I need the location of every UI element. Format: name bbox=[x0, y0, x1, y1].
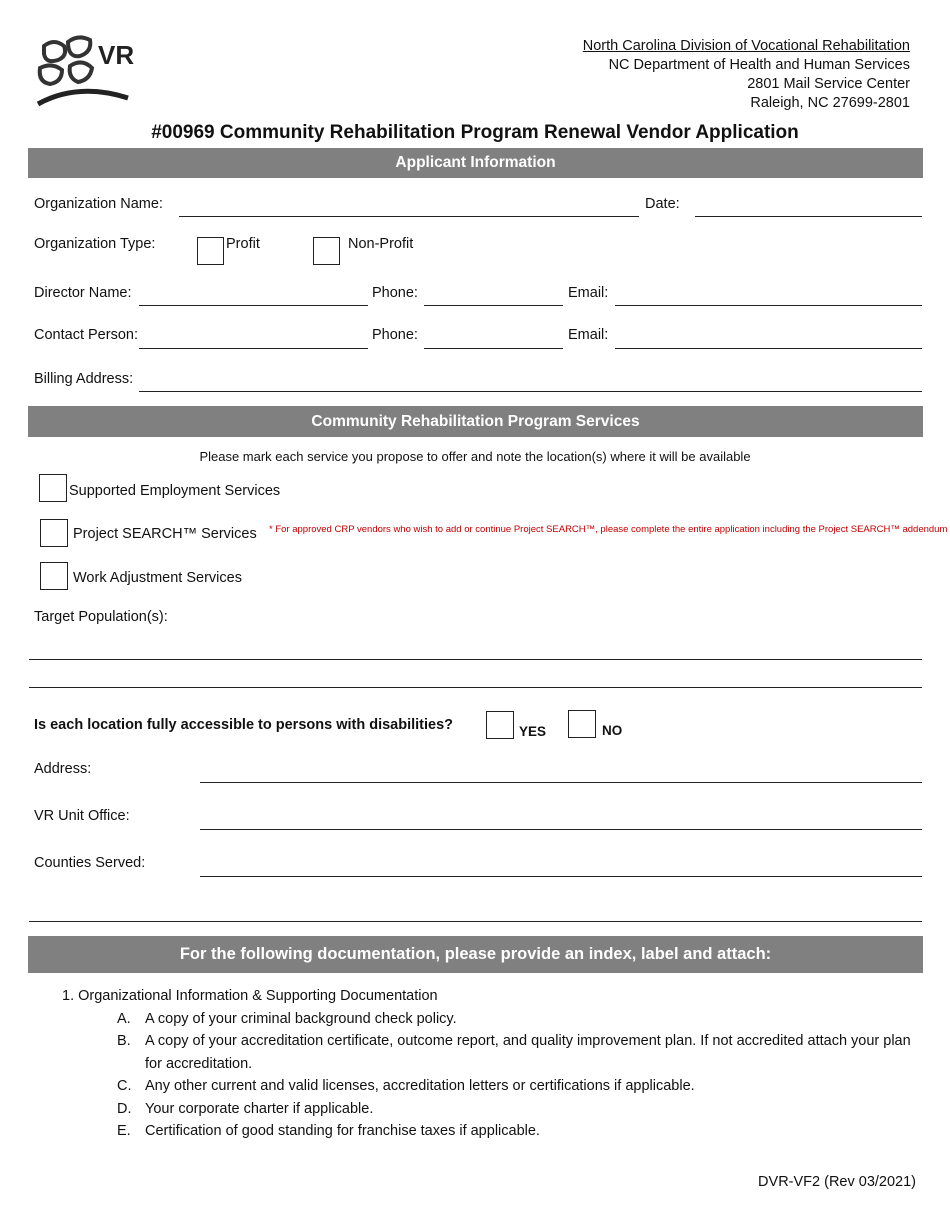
agency-mail-center: 2801 Mail Service Center bbox=[747, 76, 910, 92]
doc-subitem-letter: C. bbox=[117, 1078, 132, 1094]
target-population-field-2[interactable] bbox=[29, 687, 922, 688]
documentation-list bbox=[62, 985, 922, 1143]
section-divider bbox=[29, 921, 922, 922]
target-population-label: Target Population(s): bbox=[34, 609, 168, 625]
doc-subitem-d bbox=[117, 1098, 922, 1121]
doc-subitem-letter: E. bbox=[117, 1123, 131, 1139]
vr-unit-office-field[interactable] bbox=[200, 829, 922, 830]
doc-subitem-a bbox=[117, 1008, 922, 1031]
billing-address-field[interactable] bbox=[139, 391, 922, 392]
doc-subitem-letter: A. bbox=[117, 1010, 131, 1027]
doc-subitem-letter: D. bbox=[117, 1100, 132, 1117]
doc-subitem-letter: B. bbox=[117, 1033, 131, 1049]
org-name-label: Organization Name: bbox=[34, 196, 163, 212]
contact-person-label: Contact Person: bbox=[34, 327, 138, 343]
counties-served-field[interactable] bbox=[200, 876, 922, 877]
accessible-no-checkbox[interactable] bbox=[568, 710, 596, 738]
services-instruction: Please mark each service you propose to offer and note the location(s) where it will be available bbox=[199, 449, 751, 464]
contact-email-label: Email: bbox=[568, 327, 609, 343]
vr-logo bbox=[32, 32, 138, 116]
applicant-info-heading: Applicant Information bbox=[28, 148, 923, 178]
doc-subitem-text: Certification of good standing for franchise taxes if applicable. bbox=[145, 1123, 540, 1139]
counties-served-label: Counties Served: bbox=[34, 855, 146, 871]
accessible-yes-checkbox[interactable] bbox=[486, 711, 514, 739]
agency-header bbox=[583, 37, 910, 113]
form-id: DVR-VF2 (Rev 03/2021) bbox=[758, 1174, 916, 1190]
doc-subitem-text: Any other current and valid licenses, accreditation letters or certifications if applicable. bbox=[145, 1078, 695, 1094]
profit-checkbox[interactable] bbox=[197, 237, 224, 265]
accessibility-question: Is each location fully accessible to persons with disabilities? bbox=[34, 717, 454, 733]
director-email-label: Email: bbox=[568, 285, 609, 301]
doc-subitem-text: A copy of your criminal background check policy. bbox=[145, 1010, 457, 1027]
agency-division: North Carolina Division of Vocational Rehabilitation bbox=[582, 38, 910, 54]
org-name-field[interactable] bbox=[179, 216, 639, 217]
date-field[interactable] bbox=[695, 216, 922, 217]
vr-unit-office-label: VR Unit Office: bbox=[34, 808, 130, 824]
work-adjustment-checkbox[interactable] bbox=[40, 562, 68, 590]
director-email-field[interactable] bbox=[615, 305, 922, 306]
agency-department: NC Department of Health and Human Services bbox=[608, 57, 910, 73]
project-search-label: Project SEARCH™ Services bbox=[73, 526, 257, 542]
doc-subitem-text: Your corporate charter if applicable. bbox=[145, 1100, 374, 1117]
doc-item-1: 1. Organizational Information & Supporting Documentation bbox=[62, 988, 438, 1004]
accessible-yes-label: YES bbox=[519, 724, 547, 739]
target-population-field-1[interactable] bbox=[29, 659, 922, 660]
documentation-heading: For the following documentation, please provide an index, label and attach: bbox=[28, 936, 923, 973]
director-phone-label: Phone: bbox=[372, 285, 418, 301]
nonprofit-label: Non-Profit bbox=[348, 236, 414, 252]
contact-phone-label: Phone: bbox=[372, 327, 418, 343]
doc-subitem-c bbox=[117, 1075, 922, 1098]
agency-city: Raleigh, NC 27699-2801 bbox=[750, 95, 910, 111]
project-search-checkbox[interactable] bbox=[40, 519, 68, 547]
crp-services-heading: Community Rehabilitation Program Services bbox=[28, 406, 923, 437]
director-name-label: Director Name: bbox=[34, 285, 132, 301]
logo-vr-text: VR bbox=[98, 40, 135, 70]
doc-subitem-text: A copy of your accreditation certificate, outcome report, and quality improvement plan. If not accredited attach your plan for accreditation. bbox=[145, 1033, 911, 1072]
date-label: Date: bbox=[645, 196, 680, 212]
doc-subitem-b bbox=[117, 1030, 922, 1075]
supported-employment-label: Supported Employment Services bbox=[69, 483, 281, 499]
nonprofit-checkbox[interactable] bbox=[313, 237, 340, 265]
project-search-note: * For approved CRP vendors who wish to add or continue Project SEARCH™, please complete the entire application including the Project SEARCH™ addendum bbox=[269, 524, 948, 535]
org-type-label: Organization Type: bbox=[34, 236, 156, 252]
doc-subitem-e bbox=[117, 1120, 922, 1143]
profit-label: Profit bbox=[226, 236, 260, 252]
contact-email-field[interactable] bbox=[615, 348, 922, 349]
accessible-no-label: NO bbox=[602, 723, 623, 738]
location-address-label: Address: bbox=[34, 761, 92, 777]
contact-person-field[interactable] bbox=[139, 348, 368, 349]
director-name-field[interactable] bbox=[139, 305, 368, 306]
contact-phone-field[interactable] bbox=[424, 348, 563, 349]
billing-address-label: Billing Address: bbox=[34, 371, 134, 387]
director-phone-field[interactable] bbox=[424, 305, 563, 306]
page-title: #00969 Community Rehabilitation Program Renewal Vendor Application bbox=[151, 122, 799, 143]
work-adjustment-label: Work Adjustment Services bbox=[73, 570, 242, 586]
location-address-field[interactable] bbox=[200, 782, 922, 783]
supported-employment-checkbox[interactable] bbox=[39, 474, 67, 502]
